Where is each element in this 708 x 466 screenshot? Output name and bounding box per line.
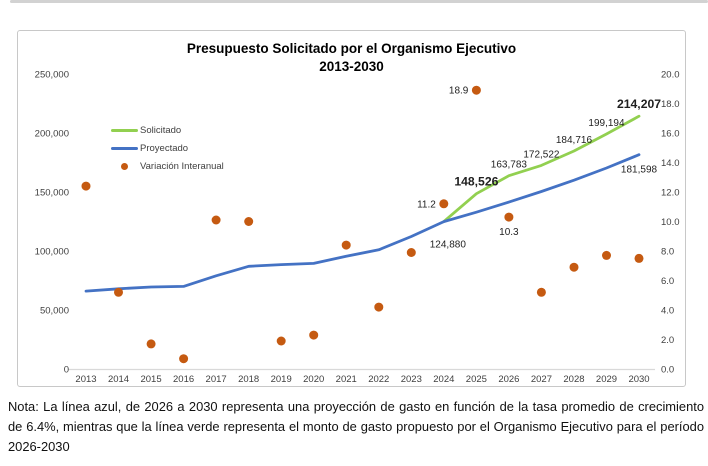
- legend-item-proyectado: [111, 139, 261, 157]
- x-axis-tick: 2019: [270, 374, 292, 385]
- data-label: 184,716: [555, 135, 593, 147]
- scatter-point: [212, 216, 221, 225]
- x-axis-tick: 2023: [400, 374, 422, 385]
- data-label: 148,526: [454, 174, 499, 189]
- x-axis-tick: 2016: [173, 374, 195, 385]
- right-axis-tick: 4.0: [661, 305, 675, 317]
- legend-label: Proyectado: [140, 142, 189, 154]
- x-axis-tick: 2017: [205, 374, 227, 385]
- scatter-point: [374, 303, 383, 312]
- x-axis-tick: 2028: [563, 374, 585, 385]
- scatter-point: [179, 354, 188, 363]
- right-axis-tick: 18.0: [661, 99, 680, 110]
- data-label: 11.2: [417, 199, 436, 211]
- legend-item-variacion: [111, 157, 261, 175]
- chart-note: Nota: La línea azul, de 2026 a 2030 representa una proyección de gasto en función de la tasa promedio de crecimiento de 6.4%, mientras que la línea verde representa el monto de gasto propuesto por el Organismo Ejecutivo para el período 2026-2030: [8, 399, 704, 454]
- x-axis-tick: 2025: [465, 374, 487, 385]
- chart-title-line1: Presupuesto Solicitado por el Organismo Ejecutivo: [186, 41, 517, 56]
- x-axis-tick: 2022: [368, 374, 390, 385]
- x-axis-tick: 2027: [530, 374, 552, 385]
- x-axis-tick: 2026: [498, 374, 520, 385]
- left-axis-tick: 200,000: [34, 128, 69, 140]
- right-axis-tick: 14.0: [661, 158, 680, 169]
- x-axis-tick: 2014: [107, 374, 130, 385]
- right-axis-tick: 2.0: [661, 335, 675, 346]
- right-axis-tick: 6.0: [661, 276, 675, 287]
- legend-item-solicitado: [111, 121, 261, 139]
- solicitado-line-icon: [111, 129, 138, 132]
- right-axis-tick: 10.0: [661, 217, 680, 228]
- scatter-point: [635, 254, 644, 263]
- right-axis-tick: 12.0: [661, 187, 680, 199]
- x-axis-tick: 2015: [140, 374, 162, 385]
- x-axis-tick: 2013: [75, 374, 97, 385]
- left-axis-tick: 150,000: [34, 187, 69, 199]
- scatter-point: [472, 86, 481, 95]
- scatter-point: [244, 217, 253, 226]
- variacion-dot-icon: [121, 163, 128, 170]
- top-divider-line: [10, 0, 708, 3]
- scatter-point: [439, 199, 448, 208]
- data-label: 124,880: [429, 239, 466, 251]
- chart-figure: [17, 30, 686, 387]
- legend-label: Solicitado: [140, 124, 182, 136]
- legend-label: Variación Interanual: [140, 160, 224, 172]
- series-line-solicitado: [444, 116, 639, 221]
- scatter-point: [82, 182, 91, 191]
- left-axis-tick: 250,000: [34, 69, 69, 81]
- chart-title-line2: 2013-2030: [319, 59, 384, 74]
- scatter-point: [537, 288, 546, 297]
- left-axis-tick: 50,000: [39, 305, 69, 317]
- proyectado-line-icon: [111, 147, 138, 150]
- data-label: 181,598: [620, 164, 658, 176]
- data-label: 10.3: [499, 227, 519, 239]
- right-axis-tick: 8.0: [661, 246, 675, 258]
- x-axis-tick: 2020: [303, 374, 325, 385]
- data-label: 199,194: [588, 117, 625, 129]
- scatter-point: [504, 213, 513, 222]
- right-axis-tick: 20.0: [661, 69, 680, 81]
- scatter-point: [309, 331, 318, 340]
- left-axis-tick: 0: [63, 364, 69, 376]
- x-axis-tick: 2030: [628, 374, 650, 385]
- scatter-point: [342, 241, 351, 250]
- x-axis-tick: 2018: [238, 374, 260, 385]
- data-label: 214,207: [616, 97, 662, 112]
- right-axis-tick: 16.0: [661, 128, 680, 140]
- scatter-point: [114, 288, 123, 297]
- data-label: 172,522: [523, 149, 560, 161]
- scatter-point: [277, 337, 286, 346]
- right-axis-tick: 0.0: [661, 364, 675, 376]
- chart-legend: [111, 121, 261, 175]
- chart-plot-svg: [18, 31, 687, 388]
- left-axis-tick: 100,000: [34, 246, 69, 258]
- x-axis-tick: 2029: [595, 374, 618, 385]
- data-label: 18.9: [448, 85, 469, 97]
- scatter-point: [570, 263, 579, 272]
- scatter-point: [407, 248, 416, 257]
- x-axis-tick: 2021: [335, 374, 357, 385]
- scatter-point: [602, 251, 611, 260]
- x-axis-tick: 2024: [433, 374, 455, 385]
- scatter-point: [147, 339, 156, 348]
- series-line-proyectado: [86, 155, 639, 291]
- data-label: 163,783: [490, 159, 527, 171]
